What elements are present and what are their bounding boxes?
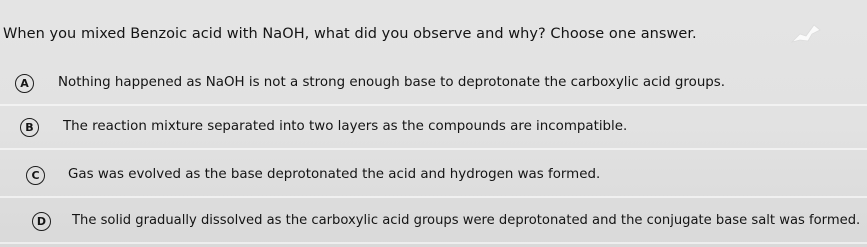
bird-mark-icon <box>790 22 822 48</box>
option-c-letter-badge: C <box>26 166 45 185</box>
option-a-letter-badge: A <box>15 74 34 93</box>
option-b[interactable] <box>0 102 867 150</box>
option-b-letter-badge: B <box>20 118 39 137</box>
option-c-text: Gas was evolved as the base deprotonated the acid and hydrogen was formed. <box>68 167 601 182</box>
option-a-text: Nothing happened as NaOH is not a strong enough base to deprotonate the carboxylic acid groups. <box>58 75 726 90</box>
option-c[interactable] <box>0 150 867 198</box>
question-text: When you mixed Benzoic acid with NaOH, what did you observe and why? Choose one answer. <box>3 26 697 42</box>
option-a[interactable] <box>0 58 867 106</box>
option-d[interactable] <box>0 196 867 244</box>
option-d-letter-badge: D <box>32 212 51 231</box>
option-b-text: The reaction mixture separated into two layers as the compounds are incompatible. <box>63 119 628 134</box>
option-d-text: The solid gradually dissolved as the carboxylic acid groups were deprotonated and the conjugate base salt was formed. <box>72 213 861 228</box>
